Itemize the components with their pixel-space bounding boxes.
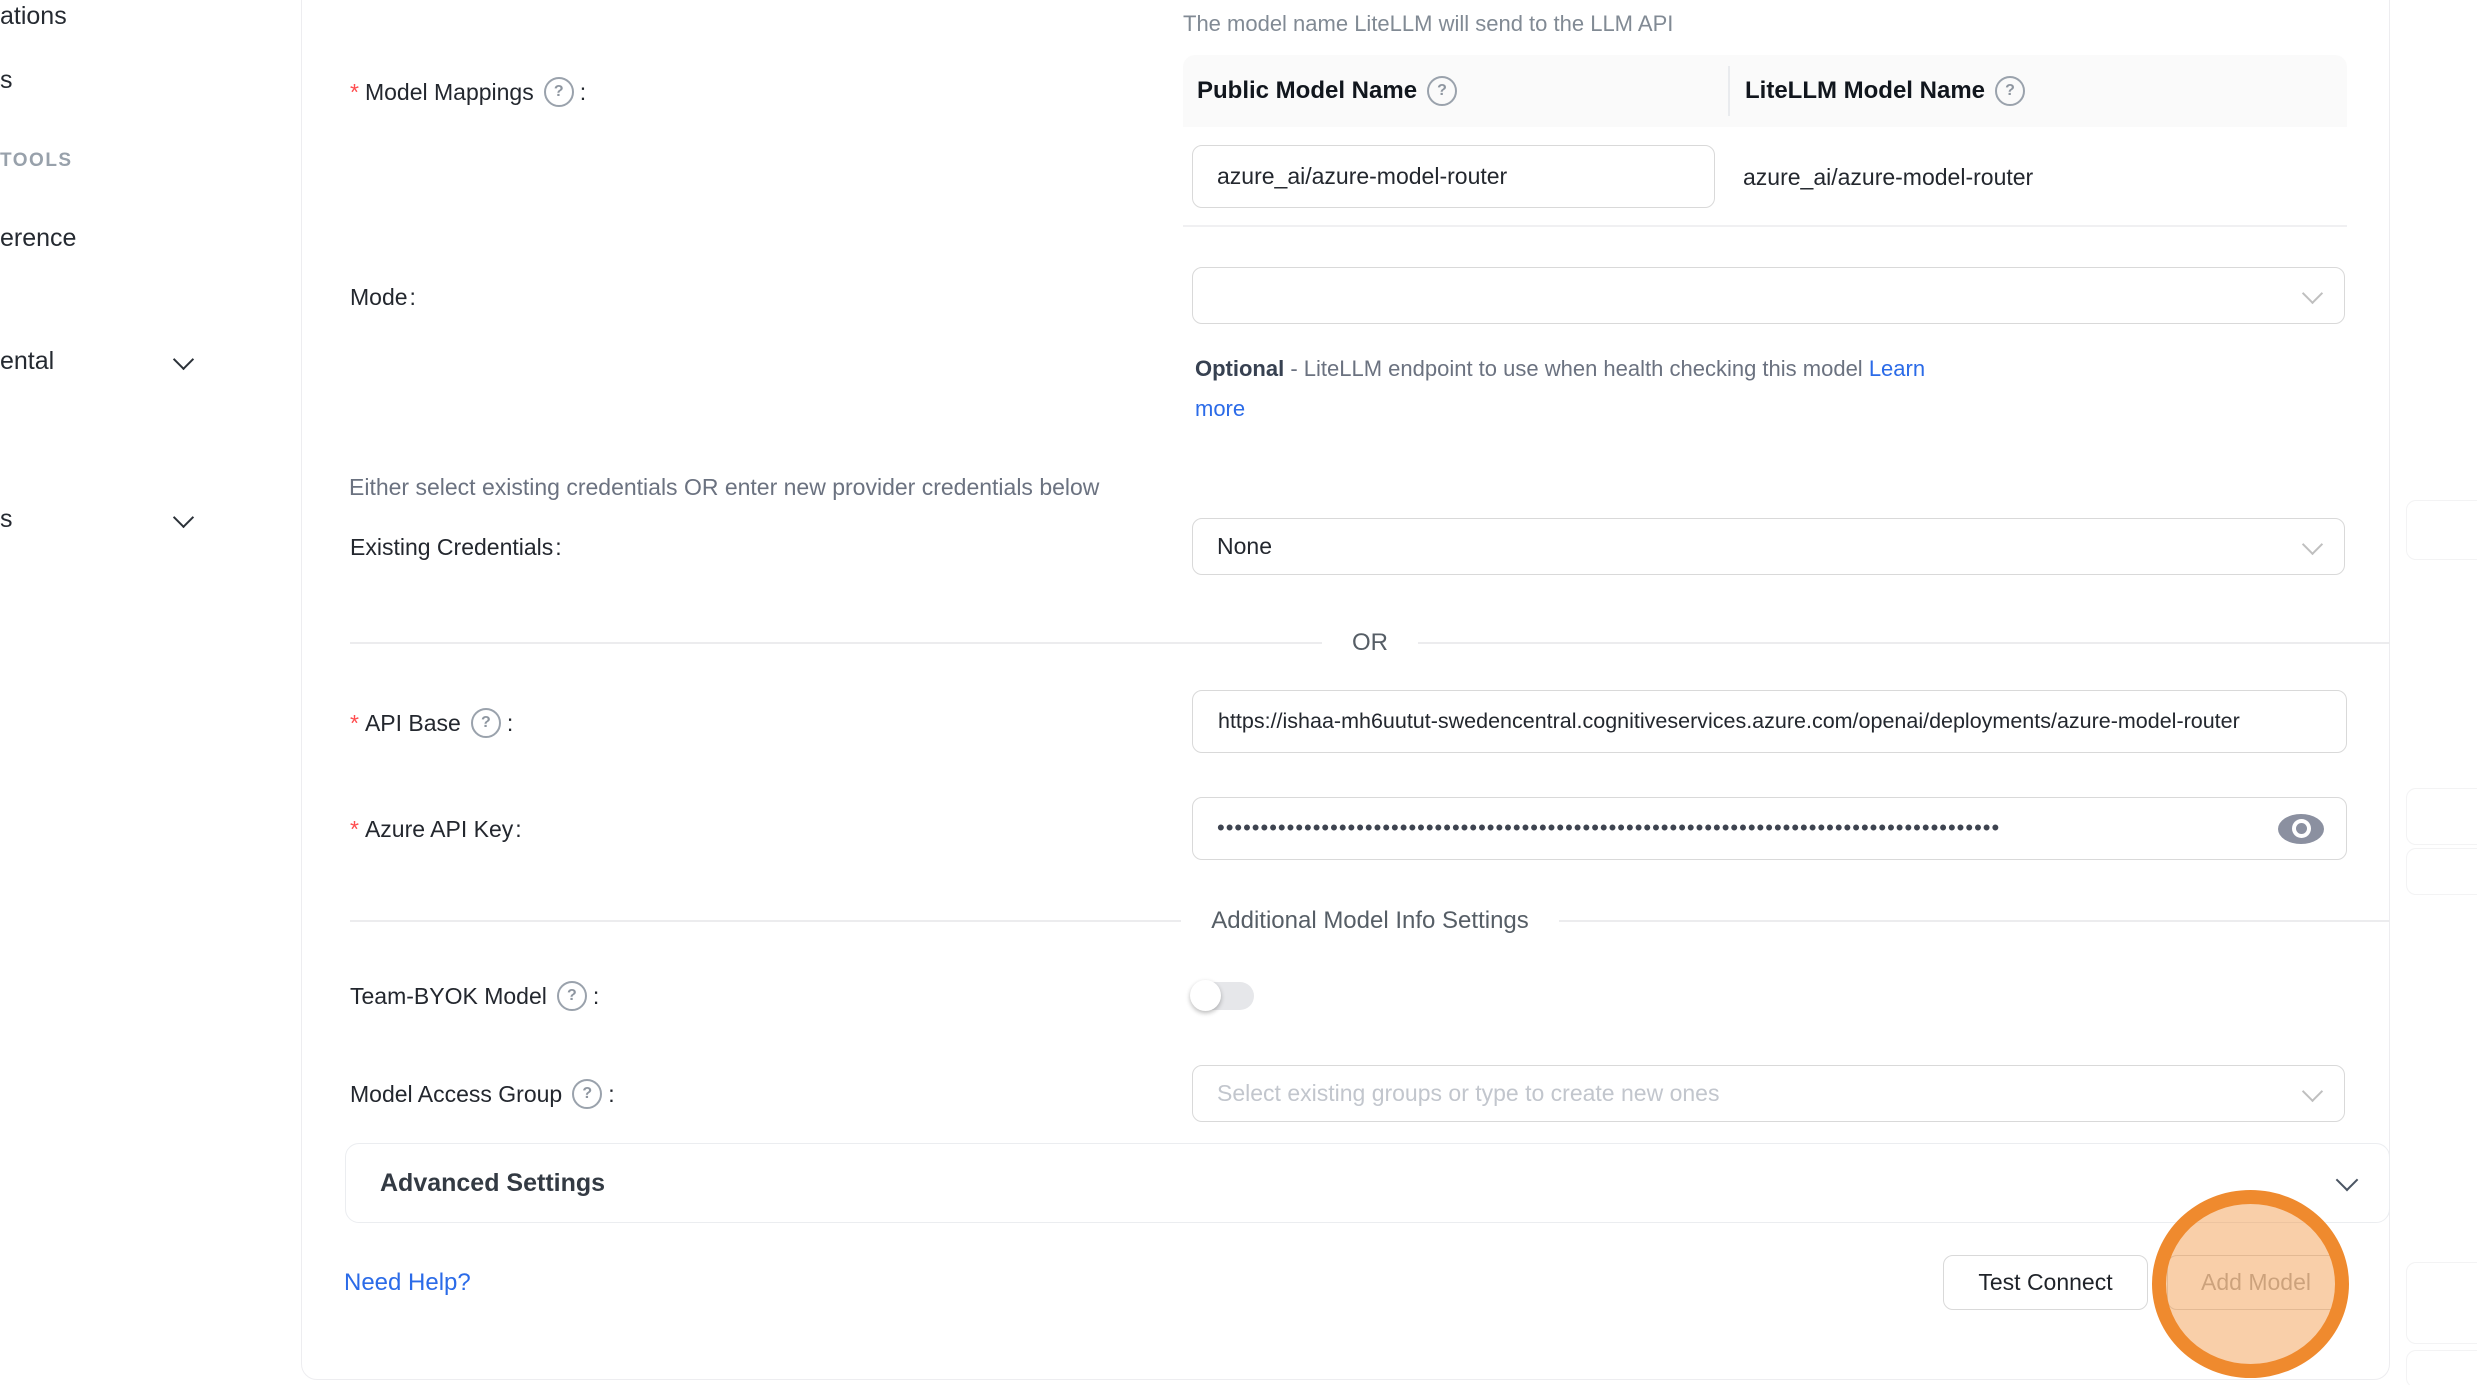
masked-password-dots: •••••••••••••••••••••••••••••••••••••••••••••••••••••••••••••••••••••••••••••••••••••••••• bbox=[1217, 815, 2001, 840]
help-icon[interactable]: ? bbox=[572, 1079, 602, 1109]
mode-label: Mode : bbox=[350, 283, 416, 310]
azure-api-key-input[interactable] bbox=[1192, 797, 2347, 860]
help-icon[interactable]: ? bbox=[471, 708, 501, 738]
background-ghost-box bbox=[2406, 1350, 2477, 1385]
litellm-model-helper-text: The model name LiteLLM will send to the LLM API bbox=[1183, 11, 1674, 36]
mode-optional-note: Optional - LiteLLM endpoint to use when health checking this model Learn more bbox=[1195, 356, 1926, 421]
additional-model-info-divider: Additional Model Info Settings bbox=[350, 901, 2390, 941]
chevron-down-icon bbox=[2336, 1169, 2359, 1192]
table-row-divider bbox=[1183, 225, 2347, 227]
help-icon[interactable]: ? bbox=[557, 981, 587, 1011]
model-access-group-label: Model Access Group ? : bbox=[350, 1074, 615, 1114]
team-byok-label: Team-BYOK Model ? : bbox=[350, 976, 599, 1016]
required-asterisk: * bbox=[350, 709, 359, 736]
add-model-button[interactable]: Add Model bbox=[2167, 1255, 2345, 1310]
team-byok-toggle[interactable] bbox=[1192, 982, 1254, 1010]
toggle-knob bbox=[1190, 980, 1221, 1011]
sidebar-item-organizations[interactable]: ations bbox=[0, 2, 67, 30]
toggle-password-visibility-eye-icon[interactable] bbox=[2278, 814, 2324, 844]
select-placeholder: Select existing groups or type to create new ones bbox=[1217, 1080, 1720, 1106]
background-ghost-box bbox=[2406, 1262, 2477, 1344]
or-divider: OR bbox=[350, 623, 2390, 663]
table-column-divider bbox=[1728, 66, 1730, 116]
litellm-model-name-header: LiteLLM Model Name ? bbox=[1728, 76, 2029, 106]
sidebar-item-experimental[interactable]: ental bbox=[0, 347, 55, 375]
chevron-down-icon bbox=[2302, 1080, 2323, 1101]
azure-api-key-label: * Azure API Key : bbox=[350, 815, 522, 842]
chevron-down-icon bbox=[2302, 282, 2323, 303]
chevron-down-icon bbox=[2302, 533, 2323, 554]
credentials-instruction-text: Either select existing credentials OR enter new provider credentials below bbox=[349, 474, 1100, 500]
sidebar-section-tools: TOOLS bbox=[0, 150, 73, 171]
help-icon[interactable]: ? bbox=[544, 77, 574, 107]
model-access-group-select[interactable] bbox=[1192, 1065, 2345, 1122]
background-ghost-box bbox=[2406, 848, 2477, 895]
required-asterisk: * bbox=[350, 78, 359, 105]
mode-select[interactable] bbox=[1192, 267, 2345, 324]
sidebar-item-settings[interactable]: s bbox=[0, 505, 13, 533]
test-connect-button[interactable]: Test Connect bbox=[1943, 1255, 2148, 1310]
public-model-name-header: Public Model Name ? bbox=[1183, 76, 1728, 106]
help-icon[interactable]: ? bbox=[1995, 76, 2025, 106]
sidebar-item-inference[interactable]: erence bbox=[0, 224, 77, 252]
learn-more-link[interactable]: Learn bbox=[1868, 356, 1926, 381]
need-help-link[interactable]: Need Help? bbox=[344, 1269, 471, 1296]
chevron-down-icon[interactable] bbox=[173, 349, 194, 370]
chevron-down-icon[interactable] bbox=[173, 507, 194, 528]
existing-credentials-label: Existing Credentials : bbox=[350, 533, 562, 560]
sidebar-item-models[interactable]: s bbox=[0, 66, 13, 94]
help-icon[interactable]: ? bbox=[1427, 76, 1457, 106]
api-base-input[interactable] bbox=[1192, 690, 2347, 753]
advanced-settings-panel[interactable]: Advanced Settings bbox=[345, 1143, 2390, 1223]
background-ghost-box bbox=[2406, 500, 2477, 560]
required-asterisk: * bbox=[350, 815, 359, 842]
existing-credentials-select[interactable]: None bbox=[1192, 518, 2345, 575]
model-mappings-table-header bbox=[1183, 55, 2347, 127]
api-base-label: * API Base ? : bbox=[350, 703, 513, 743]
learn-more-link[interactable]: more bbox=[1195, 396, 1246, 421]
background-ghost-box bbox=[2406, 788, 2477, 845]
public-model-name-input[interactable] bbox=[1192, 145, 1715, 208]
model-mappings-label: * Model Mappings ? : bbox=[350, 72, 586, 112]
litellm-model-name-value: azure_ai/azure-model-router bbox=[1743, 164, 2034, 190]
